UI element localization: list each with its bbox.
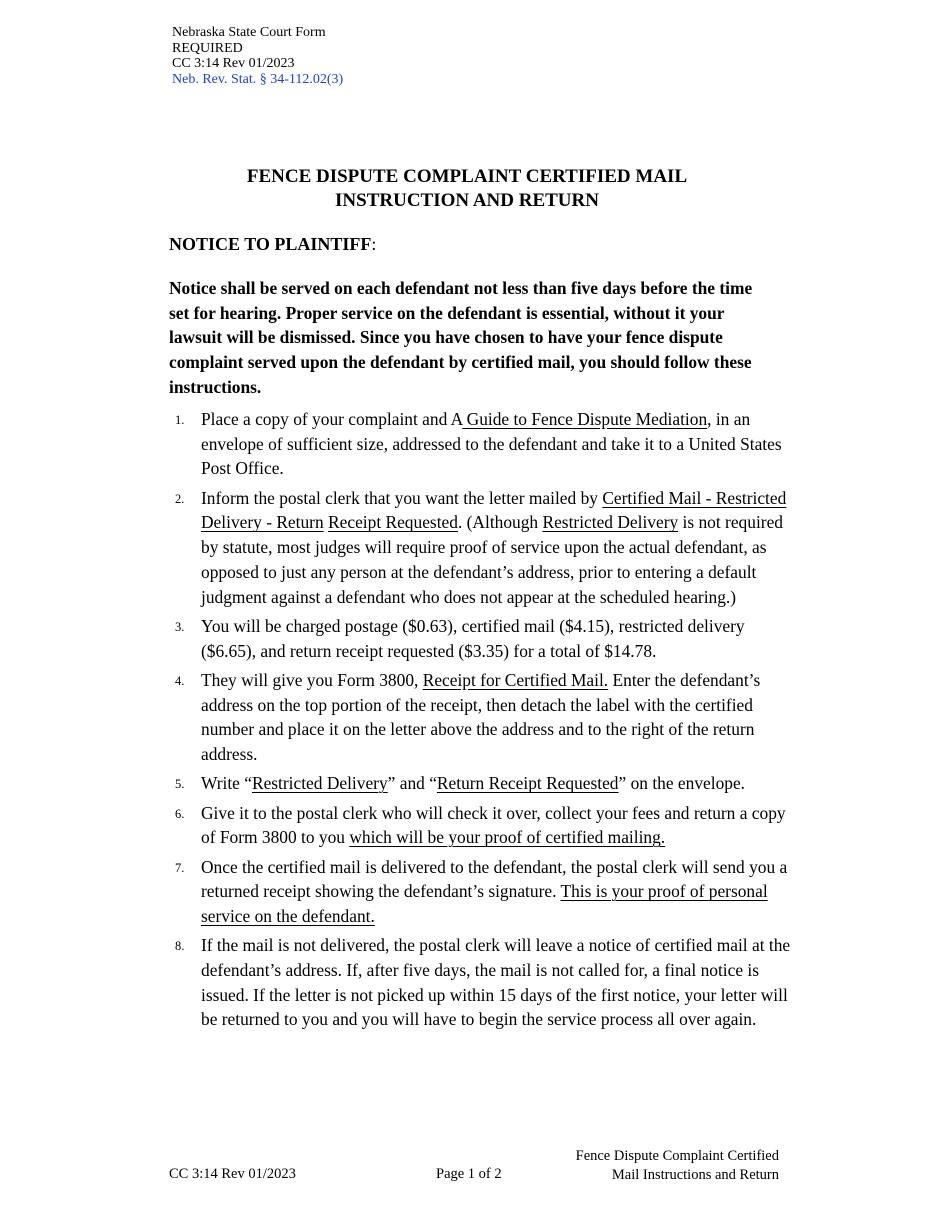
item-underlined-text: Certified Mail - Restricted Delivery - Return bbox=[201, 487, 787, 533]
item-number: 7. bbox=[175, 860, 185, 875]
list-item bbox=[169, 486, 794, 610]
court-form-label: Nebraska State Court Form bbox=[172, 25, 326, 40]
item-underlined-text: Receipt for Certified Mail. bbox=[422, 669, 609, 690]
item-text: You will be charged postage ($0.63), certified mail ($4.15), restricted delivery ($6.65), and return receipt requested ($3.35) for a total of $14.78. bbox=[201, 615, 745, 661]
item-underlined-text: Receipt Requested bbox=[328, 512, 458, 533]
document-title bbox=[172, 165, 762, 213]
item-text: ” and “ bbox=[387, 773, 437, 794]
item-underlined-text: Restricted Delivery bbox=[251, 773, 388, 794]
item-number: 5. bbox=[175, 777, 185, 792]
item-underlined-text: Restricted Delivery bbox=[542, 512, 679, 533]
item-underlined-text: Guide to Fence Dispute Mediation bbox=[462, 409, 708, 429]
footer-title-line-2: Mail Instructions and Return bbox=[611, 1167, 779, 1183]
statute-link[interactable]: Neb. Rev. Stat. § 34-112.02(3) bbox=[172, 71, 344, 87]
item-text: is not required by statute, most judges will require proof of service upon the actual defendant, as opposed to just any person at the defendant’s address, prior to entering a default judgment against a defendant who does not appear at the scheduled hearing.) bbox=[201, 512, 783, 607]
item-text: Once the certified mail is delivered to the defendant, the postal clerk will send you a returned receipt showing the defendant’s signature. bbox=[201, 856, 788, 902]
title-line-2: INSTRUCTION AND RETURN bbox=[335, 190, 599, 211]
item-text: ” on the envelope. bbox=[618, 773, 746, 794]
item-number: 8. bbox=[175, 939, 185, 954]
item-text: Give it to the postal clerk who will check it over, collect your fees and return a copy of Form 3800 to you bbox=[201, 802, 786, 848]
item-underlined-text: which will be your proof of certified mailing. bbox=[349, 827, 666, 848]
footer-document-title bbox=[519, 1147, 779, 1185]
required-label: REQUIRED bbox=[172, 40, 243, 56]
item-text: . (Although bbox=[457, 512, 543, 533]
list-item bbox=[169, 407, 794, 481]
footer-page-number: Page 1 of 2 bbox=[436, 1166, 502, 1182]
item-text: Place a copy of your complaint and A bbox=[201, 409, 463, 429]
item-text: Inform the postal clerk that you want the letter mailed by bbox=[201, 487, 603, 508]
item-number: 2. bbox=[175, 491, 185, 506]
form-header bbox=[172, 25, 343, 87]
item-underlined-text: This is your proof of personal service on the defendant. bbox=[201, 881, 768, 926]
list-item bbox=[169, 614, 794, 663]
item-number: 4. bbox=[175, 673, 185, 688]
item-text: If the mail is not delivered, the postal clerk will leave a notice of certified mail at the defendant’s address. If, after five days, the mail is not called for, a final notice is issued. If the letter is not picked up within 15 days of the first notice, your letter will be returned to you and you will have to begin the service process all over again. bbox=[201, 935, 791, 1030]
item-number: 3. bbox=[175, 619, 185, 634]
list-item bbox=[169, 855, 794, 929]
instruction-list bbox=[169, 407, 794, 1037]
notice-heading bbox=[169, 234, 376, 255]
list-item bbox=[169, 668, 794, 767]
item-number: 1. bbox=[175, 413, 185, 427]
item-text: Write “ bbox=[201, 773, 252, 794]
item-text: , in an envelope of sufficient size, addressed to the defendant and take it to a United States Post Office. bbox=[201, 409, 782, 479]
item-text: They will give you Form 3800, bbox=[201, 669, 423, 690]
notice-intro: Notice shall be served on each defendant not less than five days before the time set for hearing. Proper service on the defendant is essential, without it your lawsuit will be dismissed. Since you have chosen to have your fence dispute complaint served upon the defendant by certified mail, you should follow these instructions. bbox=[169, 278, 753, 397]
item-number: 6. bbox=[175, 806, 185, 821]
list-item bbox=[169, 933, 794, 1032]
notice-heading-colon: : bbox=[371, 234, 377, 254]
title-line-1: FENCE DISPUTE COMPLAINT CERTIFIED MAIL bbox=[246, 166, 688, 187]
item-text: Enter the defendant’s address on the top portion of the receipt, then detach the label with the certified number and place it on the letter above the address and to the right of the return address. bbox=[201, 669, 761, 764]
item-underlined-text: Return Receipt Requested bbox=[436, 773, 619, 794]
form-code: CC 3:14 Rev 01/2023 bbox=[172, 56, 295, 71]
footer-title-line-1: Fence Dispute Complaint Certified bbox=[575, 1148, 779, 1164]
notice-heading-text: NOTICE TO PLAINTIFF bbox=[169, 234, 372, 254]
list-item bbox=[169, 801, 794, 850]
footer-form-code: CC 3:14 Rev 01/2023 bbox=[169, 1166, 296, 1182]
list-item bbox=[169, 771, 794, 796]
